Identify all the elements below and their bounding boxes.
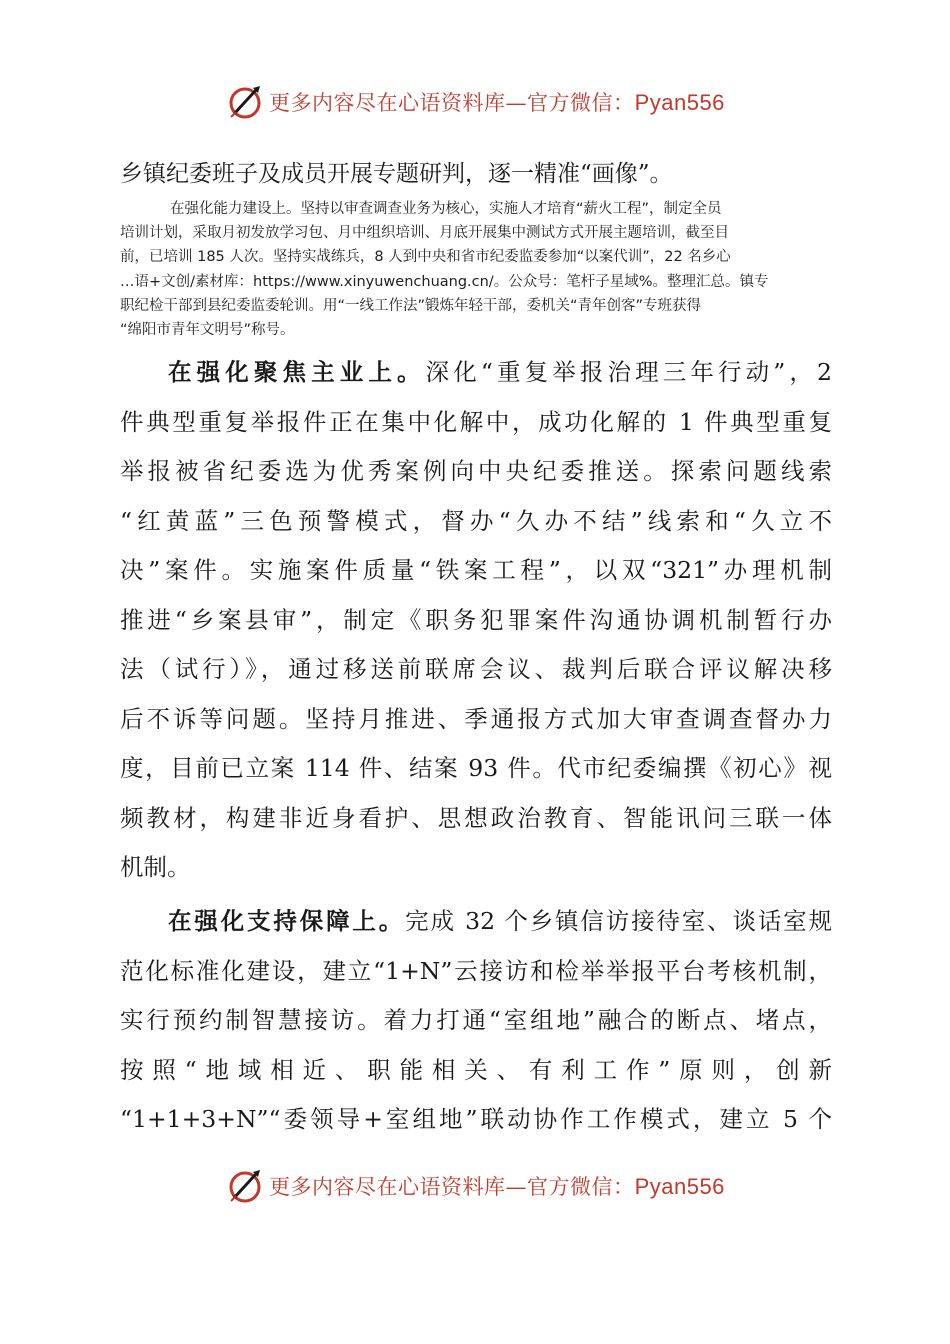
paragraph-heading: 在强化支持保障上。	[168, 907, 406, 935]
paragraph-line: 在强化支持保障上。完成 32 个乡镇信访接待室、谈话室规	[168, 907, 832, 935]
paragraph-line: 职纪检干部到县纪委监委轮训。用“一线工作法”锻炼年轻干部，委机关“青年创客”专班获得	[120, 297, 702, 314]
paragraph-line: 范化标准化建设，建立“1+N”云接访和检举举报平台考核机制，	[120, 956, 832, 985]
paragraph-line: 实行预约制智慧接访。着力打通“室组地”融合的断点、堵点，	[120, 1006, 832, 1034]
capacity-building-paragraph	[120, 197, 832, 342]
wechat-id: Pyan556	[634, 90, 725, 115]
paragraph-heading: 在强化聚焦主业上。	[168, 358, 426, 386]
header-banner	[0, 80, 950, 124]
paragraph-line: 机制。	[120, 853, 191, 881]
paragraph-line: 前，已培训 185 人次。坚持实战练兵，8 人到中央和省市纪委监委参加“以案代训”，22 名乡心	[120, 249, 731, 266]
paragraph-line: 按照“地域相近、职能相关、有利工作”原则，创新	[120, 1055, 832, 1084]
footer-banner	[0, 1164, 950, 1208]
paragraph-line: 频教材，构建非近身看护、思想政治教育、智能讯问三联一体	[120, 803, 832, 832]
quill-logo-icon	[225, 1166, 265, 1206]
paragraph-line: 决”案件。实施案件质量“铁案工程”，以双“321”办理机制	[120, 556, 832, 584]
wechat-id: Pyan556	[634, 1174, 725, 1199]
paragraph-line: “红黄蓝”三色预警模式，督办“久办不结”线索和“久立不	[120, 506, 832, 535]
paragraph-line: 推进“乡案县审”，制定《职务犯罪案件沟通协调机制暂行办	[120, 605, 832, 634]
paragraph-line: 度，目前已立案 114 件、结案 93 件。代市纪委编撰《初心》视	[120, 754, 832, 782]
support-guarantee-paragraph	[120, 897, 832, 1145]
banner-text: 更多内容尽在心语资料库—官方微信：Pyan556	[269, 90, 725, 115]
paragraph-line: 培训计划，采取月初发放学习包、月中组织培训、月底开展集中测试方式开展主题培训，截至目	[120, 225, 729, 242]
quill-logo-icon	[225, 82, 265, 122]
banner-text: 更多内容尽在心语资料库—官方微信：Pyan556	[269, 1174, 725, 1199]
paragraph-line: 法（试行）》，通过移送前联席会议、裁判后联合评议解决移	[120, 655, 832, 683]
paragraph-line: 举报被省纪委选为优秀案例向中央纪委推送。探索问题线索	[120, 457, 832, 485]
paragraph-line: 在强化聚焦主业上。深化“重复举报治理三年行动”，2	[168, 358, 832, 386]
main-business-paragraph	[120, 348, 832, 893]
paragraph-line: “1+1+3+N”“委领导+室组地”联动协作工作模式，建立 5 个	[120, 1105, 832, 1133]
paragraph-line: …语+文创/素材库：https://www.xinyuwenchuang.cn/。公众号：笔杆子星域%。整理汇总。镇专	[120, 273, 769, 290]
paragraph-line: “绵阳市青年文明号”称号。	[120, 322, 295, 339]
intro-line: 乡镇纪委班子及成员开展专题研判，逐一精准“画像”。	[120, 161, 673, 187]
paragraph-line: 后不诉等问题。坚持月推进、季通报方式加大审查调查督办力	[120, 704, 832, 733]
paragraph-line: 在强化能力建设上。坚持以审查调查业务为核心，实施人才培育“薪火工程”，制定全员	[170, 201, 722, 217]
paragraph-line: 件典型重复举报件正在集中化解中，成功化解的 1 件典型重复	[120, 407, 832, 436]
